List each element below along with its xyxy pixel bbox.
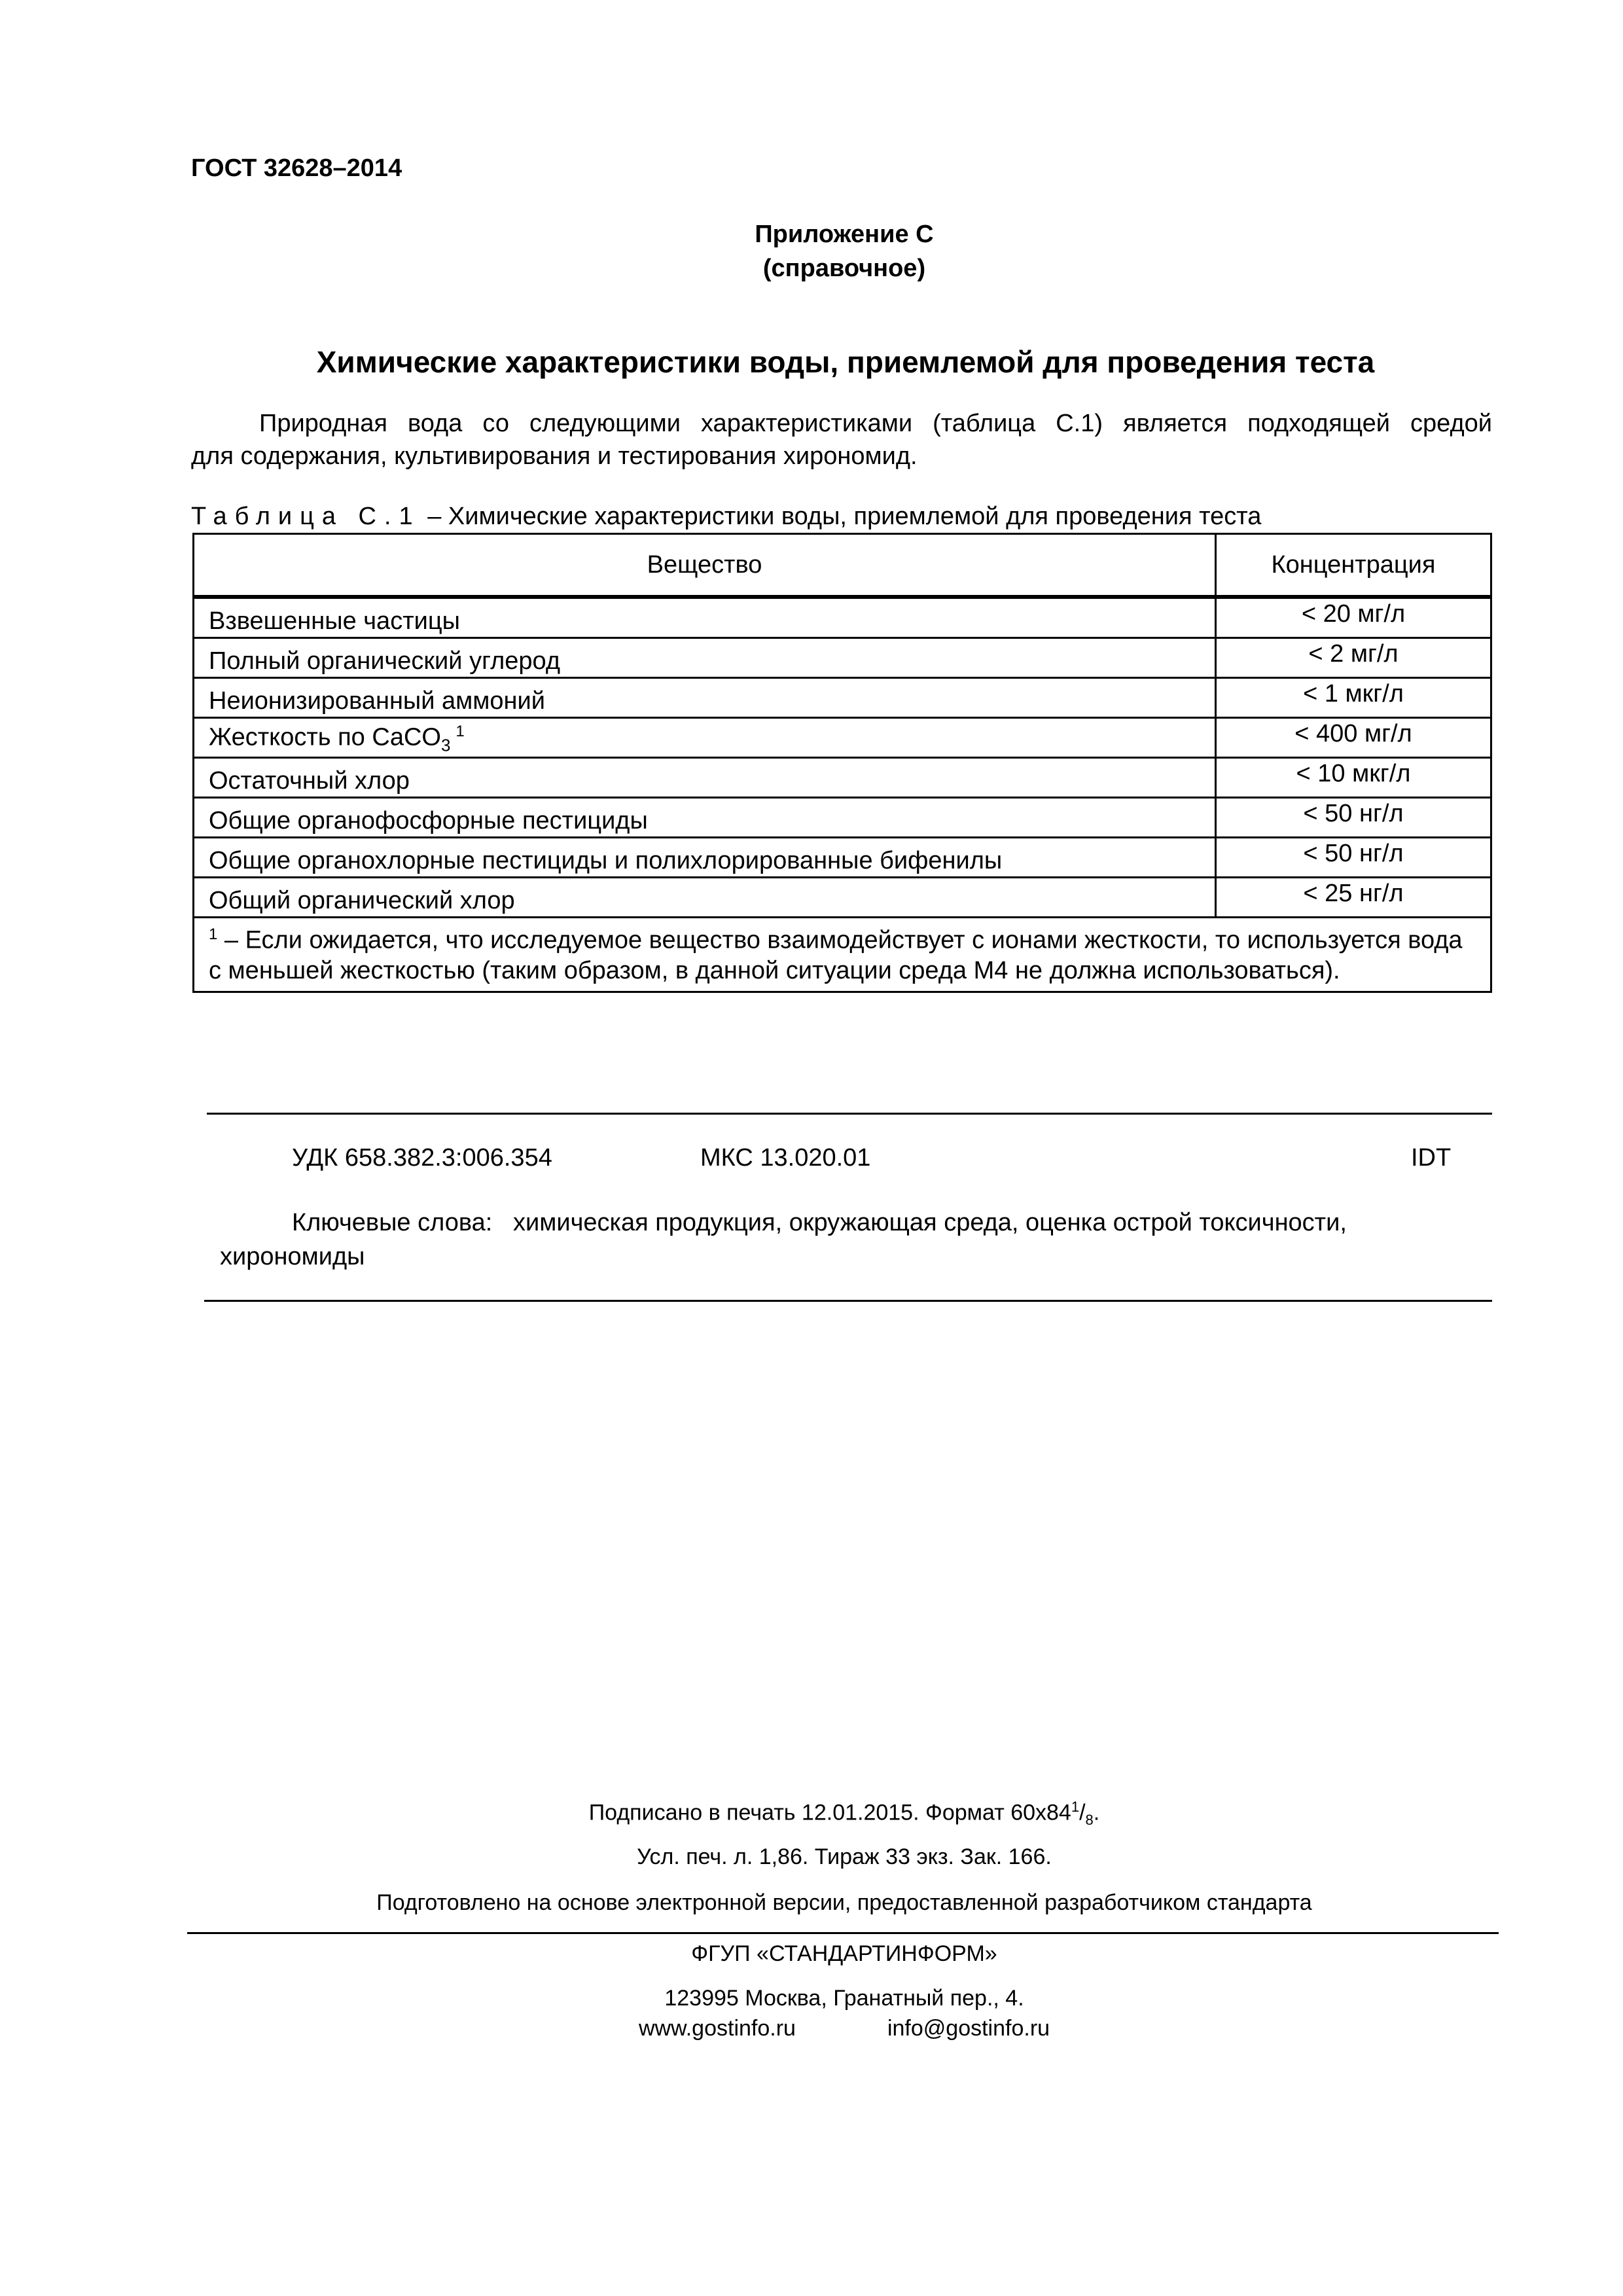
keywords-label: Ключевые слова: xyxy=(292,1209,493,1236)
imprint-signed: Подписано в печать 12.01.2015. Формат $60х84^1/_8$. xyxy=(588,1799,1100,1829)
main-heading: Химические характеристики воды, приемлемой для проведения теста xyxy=(316,345,1375,379)
appendix-title: Приложение С xyxy=(755,221,934,248)
header-concentration: Концентрация xyxy=(1216,534,1491,598)
substance-cell: Взвешенные частицы xyxy=(194,597,1216,638)
table-row xyxy=(194,838,1491,878)
email-link[interactable]: info@gostinfo.ru xyxy=(887,2016,1050,2041)
table-row xyxy=(194,678,1491,718)
water-characteristics-table xyxy=(192,533,1492,993)
concentration-cell: < 50 нг/л xyxy=(1216,838,1491,878)
imprint-print-info: Усл. печ. л. 1,86. Тираж 33 экз. Зак. 166. xyxy=(637,1844,1052,1869)
table-row xyxy=(194,718,1491,758)
substance-cell: Остаточный хлор xyxy=(194,758,1216,798)
substance-prefix: Жесткость по CaCO xyxy=(209,723,441,751)
concentration-cell: < 25 нг/л xyxy=(1216,878,1491,918)
mks-code: МКС 13.020.01 xyxy=(700,1144,871,1172)
footnote-ref: 1 xyxy=(455,722,465,740)
keywords-text: химическая продукция, окружающая среда, оценка острой токсичности, xyxy=(512,1209,1347,1236)
keywords-line-1 xyxy=(220,1206,1450,1240)
subscript: 3 xyxy=(440,735,451,755)
imprint-contacts xyxy=(0,2016,1623,2041)
intro-paragraph xyxy=(191,407,1492,473)
top-divider xyxy=(207,1113,1492,1115)
table-header-row xyxy=(194,534,1491,598)
appendix-subtitle: (справочное) xyxy=(762,255,926,282)
footnote-text: – Если ожидается, что исследуемое вещество взаимодействует с ионами жесткости, то используется вода с меньшей жесткостью (таким образом, в данной ситуации среда М4 не должна использоваться). xyxy=(209,926,1463,984)
substance-cell: Общие органохлорные пестициды и полихлорированные бифенилы xyxy=(194,838,1216,878)
format-sup: 1 xyxy=(1071,1799,1080,1815)
table-row xyxy=(194,758,1491,798)
table-caption-label: Таблица С.1 xyxy=(191,503,421,530)
table-row xyxy=(194,597,1491,638)
intro-line-1: Природная вода со следующими характеристиками (таблица С.1) является подходящей средой xyxy=(259,410,1492,437)
imprint-prepared: Подготовлено на основе электронной версии, предоставленной разработчиком стандарта xyxy=(376,1890,1312,1915)
concentration-cell: < 10 мкг/л xyxy=(1216,758,1491,798)
appendix-heading xyxy=(0,217,1623,285)
imprint-divider xyxy=(187,1932,1499,1934)
keywords-block xyxy=(220,1206,1450,1274)
bottom-divider xyxy=(204,1300,1492,1302)
concentration-cell: < 2 мг/л xyxy=(1216,638,1491,678)
imprint-address: 123995 Москва, Гранатный пер., 4. xyxy=(664,1986,1024,2011)
header-substance: Вещество xyxy=(194,534,1216,598)
table-row xyxy=(194,798,1491,838)
table-footnote xyxy=(194,918,1491,992)
table-caption-text: – Химические характеристики воды, приемлемой для проведения теста xyxy=(420,503,1262,530)
table-row xyxy=(194,878,1491,918)
intro-line-2: для содержания, культивирования и тестирования хирономид. xyxy=(191,442,918,470)
substance-cell: Неионизированный аммоний xyxy=(194,678,1216,718)
substance-cell: Общие органофосфорные пестициды xyxy=(194,798,1216,838)
format-sub: 8 xyxy=(1085,1812,1094,1829)
substance-cell: Общий органический хлор xyxy=(194,878,1216,918)
document-code: ГОСТ 32628–2014 xyxy=(191,154,402,182)
concentration-cell: < 400 мг/л xyxy=(1216,718,1491,758)
concentration-cell: < 20 мг/л xyxy=(1216,597,1491,638)
table-footnote-row xyxy=(194,918,1491,992)
idt-code: IDT xyxy=(1411,1144,1452,1172)
footnote-mark: 1 xyxy=(209,925,218,943)
website-link[interactable]: www.gostinfo.ru xyxy=(638,2016,796,2041)
substance-cell xyxy=(194,718,1216,758)
signed-text: Подписано в печать 12.01.2015. Формат 60х84 xyxy=(588,1800,1071,1825)
substance-cell: Полный органический углерод xyxy=(194,638,1216,678)
table-caption xyxy=(191,503,1261,531)
concentration-cell: < 1 мкг/л xyxy=(1216,678,1491,718)
table-row xyxy=(194,638,1491,678)
concentration-cell: < 50 нг/л xyxy=(1216,798,1491,838)
imprint-publisher: ФГУП «СТАНДАРТИНФОРМ» xyxy=(691,1941,997,1966)
udk-code: УДК 658.382.3:006.354 xyxy=(292,1144,552,1172)
keywords-line-2: хирономиды xyxy=(220,1243,365,1270)
